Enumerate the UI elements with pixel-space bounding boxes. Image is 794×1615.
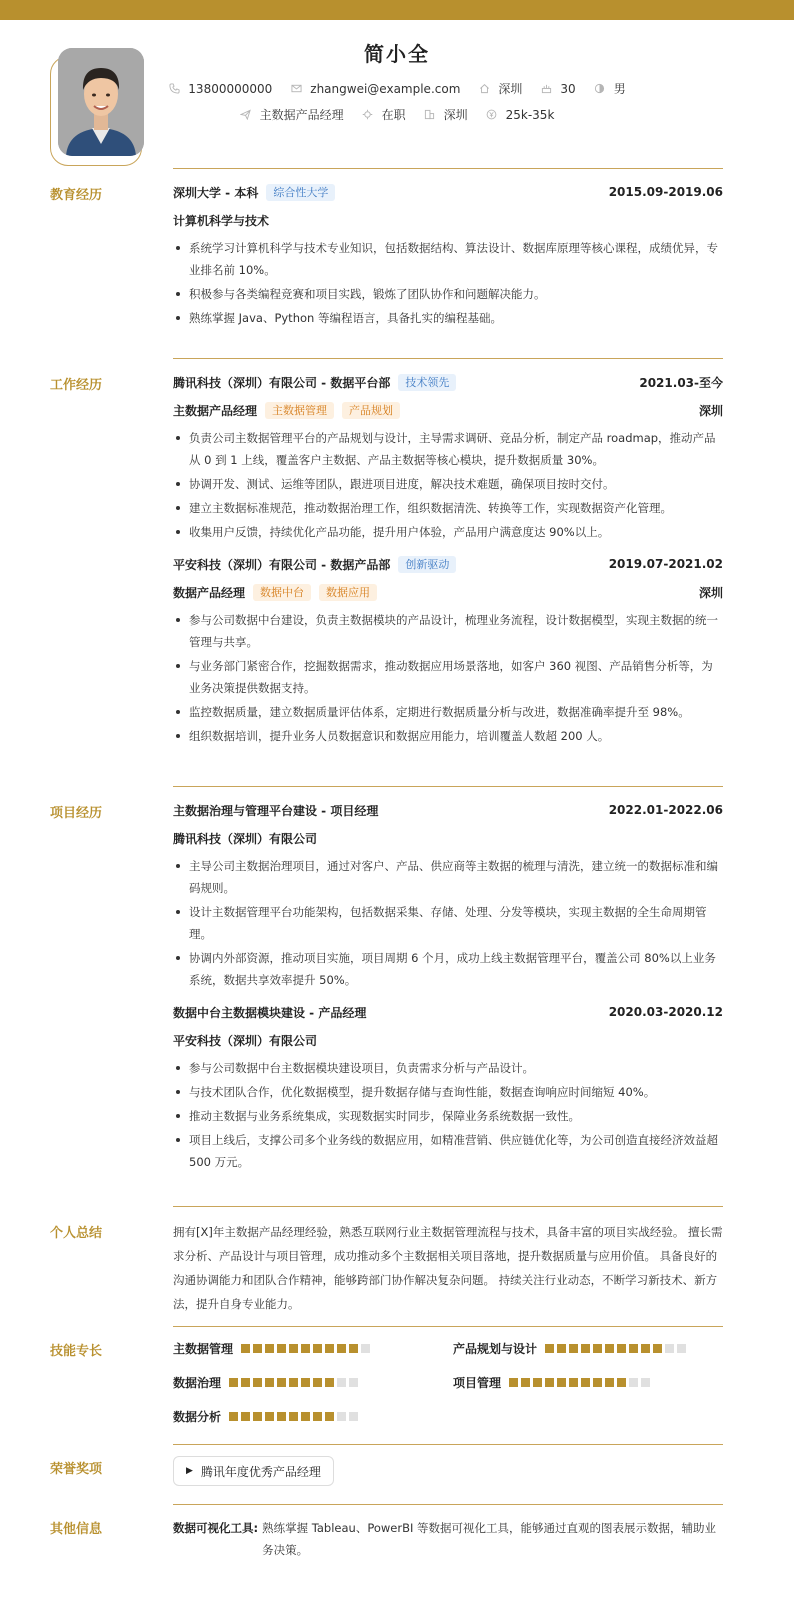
project-company-row	[173, 1029, 723, 1051]
salary-item	[486, 108, 555, 122]
phone-item	[168, 82, 272, 96]
other-row	[173, 1517, 723, 1561]
role-tag: 主数据管理	[265, 402, 334, 419]
play-icon: ▶	[186, 1466, 193, 1476]
status-item	[362, 106, 406, 123]
work-entry	[173, 371, 723, 543]
skill-dot-filled	[569, 1344, 578, 1353]
work-city: 深圳	[698, 585, 723, 600]
section-title-skills: 技能专长	[50, 1344, 103, 1359]
other-content	[173, 1517, 723, 1561]
skill-dot-filled	[325, 1344, 334, 1353]
skill-name: 数据治理	[173, 1376, 222, 1390]
skill-dot-filled	[581, 1378, 590, 1387]
skill-item	[173, 1374, 361, 1391]
section-title-honors: 荣誉奖项	[50, 1462, 103, 1477]
skill-dot-filled	[533, 1378, 542, 1387]
skill-dot-filled	[313, 1378, 322, 1387]
list-item: 收集用户反馈，持续优化产品功能，提升用户体验，产品用户满意度达 90%以上。	[173, 521, 723, 543]
company-name: 腾讯科技（深圳）有限公司 - 数据平台部	[173, 375, 391, 390]
honors-content	[173, 1456, 723, 1486]
candidate-name: 简小全	[364, 42, 430, 66]
education-content	[173, 181, 723, 331]
list-item: 组织数据培训，提升业务人员数据意识和数据应用能力，培训覆盖人数超 200 人。	[173, 725, 723, 747]
skill-dot-filled	[253, 1412, 262, 1421]
skill-item	[173, 1408, 361, 1425]
age-text: 30	[560, 81, 576, 96]
skill-dot-filled	[241, 1412, 250, 1421]
skill-level-bar	[545, 1344, 689, 1353]
skill-dot-filled	[349, 1344, 358, 1353]
major-name: 计算机科学与技术	[173, 213, 270, 228]
other-text: 熟练掌握 Tableau、PowerBI 等数据可视化工具，能够通过直观的图表展示数据，辅助业务决策。	[262, 1521, 717, 1557]
role-tag: 数据应用	[319, 584, 377, 601]
status-text: 在职	[381, 108, 406, 122]
work-content	[173, 371, 723, 749]
skill-dot-filled	[289, 1412, 298, 1421]
target-title-item	[240, 106, 344, 123]
skill-dot-filled	[265, 1378, 274, 1387]
list-item: 积极参与各类编程竞赛和项目实践，锻炼了团队协作和问题解决能力。	[173, 283, 723, 305]
section-divider	[173, 1444, 723, 1445]
skill-dot-filled	[509, 1378, 518, 1387]
list-item: 协调内外部资源，推动项目实施，项目周期 6 个月，成功上线主数据管理平台，覆盖公司 80%以上业务系统，数据共享效率提升 50%。	[173, 947, 723, 991]
skill-dot-filled	[241, 1378, 250, 1387]
role-tag: 产品规划	[342, 402, 400, 419]
skill-item	[173, 1340, 373, 1357]
list-item: 项目上线后，支撑公司多个业务线的数据应用，如精准营销、供应链优化等，为公司创造直接经济效益超 500 万元。	[173, 1129, 723, 1173]
skill-dot-empty	[665, 1344, 674, 1353]
skill-dot-filled	[241, 1344, 250, 1353]
skill-dot-filled	[581, 1344, 590, 1353]
education-entry-head	[173, 181, 723, 203]
project-name: 数据中台主数据模块建设 - 产品经理	[173, 1005, 367, 1020]
status-icon	[362, 109, 374, 121]
major-row	[173, 209, 723, 231]
skill-dot-filled	[277, 1412, 286, 1421]
school-tag: 综合性大学	[266, 184, 335, 201]
skill-dot-empty	[349, 1378, 358, 1387]
skill-dot-filled	[557, 1378, 566, 1387]
project-bullets	[173, 855, 723, 991]
skill-dot-empty	[629, 1378, 638, 1387]
section-title-other: 其他信息	[50, 1522, 103, 1537]
role-row	[173, 581, 723, 603]
project-entry	[173, 799, 723, 991]
skill-dot-filled	[301, 1344, 310, 1353]
skill-dot-filled	[229, 1378, 238, 1387]
role-tag: 数据中台	[253, 584, 311, 601]
work-entry	[173, 553, 723, 747]
skill-dot-filled	[605, 1378, 614, 1387]
skills-section	[0, 1326, 794, 1426]
skill-dot-filled	[301, 1378, 310, 1387]
email-item	[290, 82, 460, 96]
skill-dot-empty	[361, 1344, 370, 1353]
skill-dot-filled	[605, 1344, 614, 1353]
skill-item	[453, 1340, 689, 1357]
work-bullets	[173, 609, 723, 747]
section-divider	[173, 786, 723, 787]
project-entry	[173, 1001, 723, 1173]
cake-icon	[540, 83, 552, 95]
project-period: 2022.01-2022.06	[608, 803, 723, 817]
list-item: 参与公司数据中台主数据模块建设项目，负责需求分析与产品设计。	[173, 1057, 723, 1079]
skill-level-bar	[509, 1378, 653, 1387]
email-text: zhangwei@example.com	[310, 81, 461, 96]
skills-grid	[173, 1340, 723, 1440]
list-item: 推动主数据与业务系统集成，实现数据实时同步，保障业务系统数据一致性。	[173, 1105, 723, 1127]
section-title-work: 工作经历	[50, 378, 103, 393]
skill-name: 数据分析	[173, 1410, 222, 1424]
role-row	[173, 399, 723, 421]
project-entry-head	[173, 1001, 723, 1023]
skill-dot-filled	[593, 1344, 602, 1353]
skill-dot-filled	[253, 1344, 262, 1353]
education-period: 2015.09-2019.06	[608, 185, 723, 199]
city-item	[478, 80, 522, 97]
skill-dot-filled	[301, 1412, 310, 1421]
list-item: 参与公司数据中台建设，负责主数据模块的产品设计，梳理业务流程，设计数据模型，实现主数据的统一管理与共享。	[173, 609, 723, 653]
home-icon	[478, 83, 490, 95]
section-title-projects: 项目经历	[50, 806, 103, 821]
age-item	[540, 82, 575, 96]
skill-dot-filled	[337, 1344, 346, 1353]
phone-text: 13800000000	[188, 81, 273, 96]
phone-icon	[168, 83, 180, 95]
project-entry-head	[173, 799, 723, 821]
school-name: 深圳大学 - 本科	[173, 185, 259, 200]
skill-dot-empty	[337, 1378, 346, 1387]
section-divider	[173, 358, 723, 359]
skill-name: 项目管理	[453, 1376, 502, 1390]
skill-item	[453, 1374, 653, 1391]
skill-dot-filled	[313, 1412, 322, 1421]
project-company: 平安科技（深圳）有限公司	[173, 1033, 318, 1048]
city-text: 深圳	[498, 82, 523, 96]
skill-dot-filled	[277, 1344, 286, 1353]
work-bullets	[173, 427, 723, 543]
skill-dot-filled	[325, 1378, 334, 1387]
list-item: 负责公司主数据管理平台的产品规划与设计，主导需求调研、竞品分析，制定产品 roadmap，推动产品从 0 到 1 上线，覆盖客户主数据、产品主数据等核心模块，提升数据质量 30%。	[173, 427, 723, 471]
skill-dot-filled	[617, 1344, 626, 1353]
section-divider	[173, 1326, 723, 1327]
section-divider	[173, 168, 723, 169]
skill-dot-filled	[325, 1412, 334, 1421]
list-item: 监控数据质量，建立数据质量评估体系，定期进行数据质量分析与改进，数据准确率提升至 98%。	[173, 701, 723, 723]
building-icon	[424, 109, 436, 121]
project-bullets	[173, 1057, 723, 1173]
top-accent-bar	[0, 0, 794, 20]
skill-dot-filled	[653, 1344, 662, 1353]
skill-dot-filled	[277, 1378, 286, 1387]
skill-dot-filled	[521, 1378, 530, 1387]
role-name: 主数据产品经理	[173, 403, 258, 418]
work-city: 深圳	[698, 403, 723, 418]
gender-icon	[594, 83, 606, 95]
target-title-text: 主数据产品经理	[259, 108, 344, 122]
skill-dot-filled	[253, 1378, 262, 1387]
award-name: 腾讯年度优秀产品经理	[200, 1464, 321, 1479]
company-tag: 创新驱动	[398, 556, 456, 573]
skill-level-bar	[229, 1412, 361, 1421]
skill-dot-empty	[677, 1344, 686, 1353]
skill-dot-filled	[617, 1378, 626, 1387]
project-name: 主数据治理与管理平台建设 - 项目经理	[173, 803, 379, 818]
skill-dot-empty	[641, 1378, 650, 1387]
salary-icon	[486, 109, 498, 121]
project-company: 腾讯科技（深圳）有限公司	[173, 831, 318, 846]
skill-dot-filled	[313, 1344, 322, 1353]
skill-dot-filled	[629, 1344, 638, 1353]
skill-dot-empty	[349, 1412, 358, 1421]
mail-icon	[290, 83, 302, 95]
list-item: 与技术团队合作，优化数据模型，提升数据存储与查询性能，数据查询响应时间缩短 40%。	[173, 1081, 723, 1103]
skill-dot-filled	[569, 1378, 578, 1387]
resume-header	[0, 20, 794, 160]
award-item[interactable]	[173, 1456, 334, 1486]
contact-row	[0, 80, 794, 97]
skill-name: 产品规划与设计	[453, 1342, 538, 1356]
section-title-summary: 个人总结	[50, 1226, 103, 1241]
company-tag: 技术领先	[398, 374, 456, 391]
skill-dot-filled	[545, 1344, 554, 1353]
skill-dot-filled	[289, 1378, 298, 1387]
list-item: 与业务部门紧密合作，挖掘数据需求，推动数据应用场景落地，如客户 360 视图、产品销售分析等，为业务决策提供数据支持。	[173, 655, 723, 699]
list-item: 协调开发、测试、运维等团队，跟进项目进度，解决技术难题，确保项目按时交付。	[173, 473, 723, 495]
skill-level-bar	[241, 1344, 373, 1353]
role-name: 数据产品经理	[173, 585, 246, 600]
education-bullets	[173, 237, 723, 329]
send-icon	[240, 109, 252, 121]
list-item: 熟练掌握 Java、Python 等编程语言，具备扎实的编程基础。	[173, 307, 723, 329]
work-entry-head	[173, 371, 723, 393]
work-period: 2021.03-至今	[639, 375, 723, 390]
section-divider	[173, 1504, 723, 1505]
project-period: 2020.03-2020.12	[608, 1005, 723, 1019]
skill-dot-filled	[265, 1412, 274, 1421]
summary-text: 拥有[X]年主数据产品经理经验，熟悉互联网行业主数据管理流程与技术，具备丰富的项目实战经验。 擅长需求分析、产品设计与项目管理，成功推动多个主数据相关项目落地，提升数据质量与应用价值。 具备良好的沟通协调能力和团队合作精神，能够跨部门协作解决复杂问题。 持续关注行业动态，不断学习新技术、新方法，提升自身专业能力。	[173, 1225, 723, 1311]
list-item: 系统学习计算机科学与技术专业知识，包括数据结构、算法设计、数据库原理等核心课程，成绩优异，专业排名前 10%。	[173, 237, 723, 281]
skill-dot-filled	[593, 1378, 602, 1387]
salary-text: 25k-35k	[505, 107, 555, 122]
target-city-text: 深圳	[443, 108, 468, 122]
work-period: 2019.07-2021.02	[608, 557, 723, 571]
skill-dot-empty	[337, 1412, 346, 1421]
list-item: 建立主数据标准规范，推动数据治理工作，组织数据清洗、转换等工作，实现数据资产化管理。	[173, 497, 723, 519]
skill-name: 主数据管理	[173, 1342, 234, 1356]
skill-dot-filled	[641, 1344, 650, 1353]
list-item: 设计主数据管理平台功能架构，包括数据采集、存储、处理、分发等模块，实现主数据的全生命周期管理。	[173, 901, 723, 945]
skill-dot-filled	[265, 1344, 274, 1353]
other-label: 数据可视化工具:	[173, 1521, 259, 1535]
company-name: 平安科技（深圳）有限公司 - 数据产品部	[173, 557, 391, 572]
project-company-row	[173, 827, 723, 849]
job-intent-row	[0, 106, 794, 123]
skill-dot-filled	[229, 1412, 238, 1421]
projects-content	[173, 799, 723, 1175]
skill-level-bar	[229, 1378, 361, 1387]
section-divider	[173, 1206, 723, 1207]
gender-item	[594, 80, 626, 97]
gender-text: 男	[613, 82, 626, 96]
skill-dot-filled	[289, 1344, 298, 1353]
work-entry-head	[173, 553, 723, 575]
target-city-item	[424, 106, 468, 123]
skill-dot-filled	[545, 1378, 554, 1387]
list-item: 主导公司主数据治理项目，通过对客户、产品、供应商等主数据的梳理与清洗，建立统一的数据标准和编码规则。	[173, 855, 723, 899]
section-title-education: 教育经历	[50, 188, 103, 203]
skill-dot-filled	[557, 1344, 566, 1353]
